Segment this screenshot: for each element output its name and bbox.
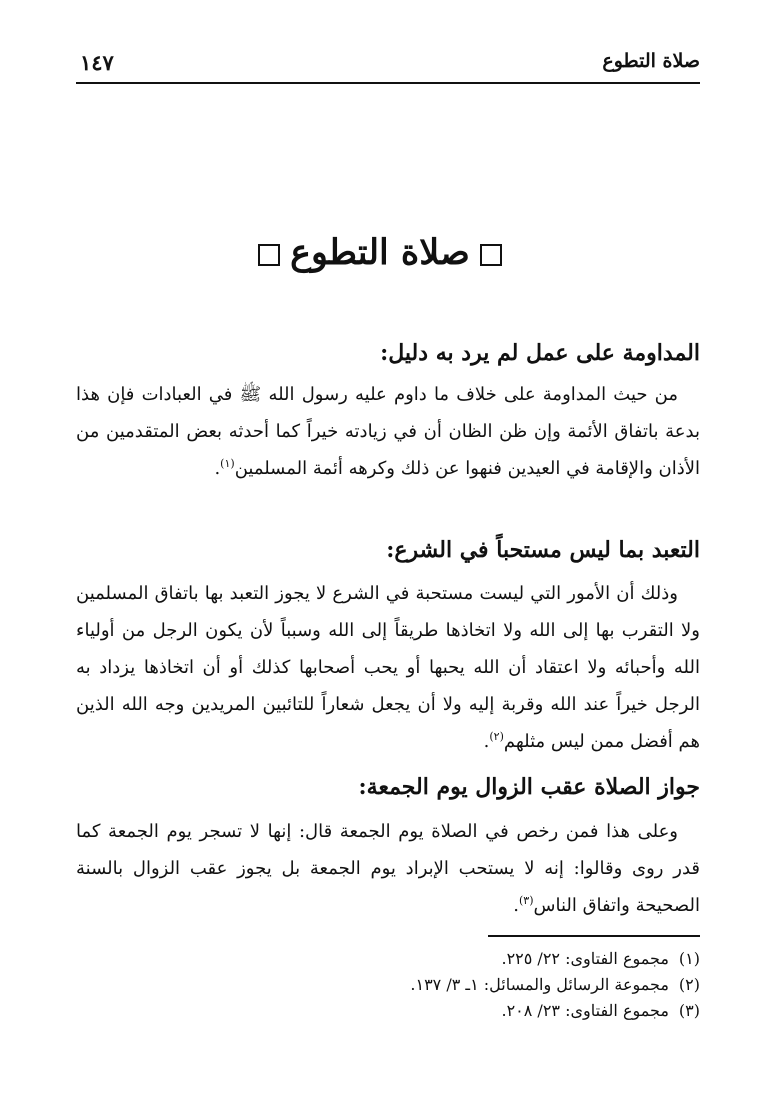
- footnote-text: مجموعة الرسائل والمسائل: ١ـ ٣/ ١٣٧.: [410, 975, 669, 994]
- chapter-title: [0, 232, 760, 273]
- section-paragraph: [76, 813, 700, 924]
- square-ornament-left: [258, 244, 280, 266]
- page-number: ١٤٧: [80, 50, 114, 75]
- footnote: [76, 998, 700, 1024]
- square-ornament-right: [480, 244, 502, 266]
- paragraph-end: .: [483, 731, 490, 752]
- footnote: [76, 946, 700, 972]
- section-heading: التعبد بما ليس مستحباً في الشرع:: [386, 537, 700, 563]
- footnotes: [76, 946, 700, 1024]
- footnote-rule: [488, 935, 700, 937]
- paragraph-end: .: [513, 895, 519, 916]
- section-paragraph: [76, 575, 700, 760]
- section-paragraph: [76, 376, 700, 487]
- footnote-ref: (٣): [518, 894, 534, 907]
- footnote-ref: (١): [220, 457, 235, 470]
- paragraph-text: وذلك أن الأمور التي ليست مستحبة في الشرع لا يجوز التعبد بها باتفاق المسلمين ولا التقرب بها إلى الله ولا اتخاذها طريقاً إلى الله وسبباً لأن يكون الرجل من أولياء الله وأحبائه ولا اعتقاد أن الله يحبها أو يحب أصحابها كذلك أو أن اتخاذها يزداد به الرجل خيراً عند الله وقربة إليه ولا أن يجعل شعاراً للتائبين المريدين وجه الله الذين هم أفضل ممن ليس مثلهم: [76, 583, 700, 752]
- footnote-text: مجموع الفتاوى: ٢٣/ ٢٠٨.: [501, 1001, 669, 1020]
- footnote: [76, 972, 700, 998]
- paragraph-text: من حيث المداومة على خلاف ما داوم عليه رسول الله ﷺ في العبادات فإن هذا بدعة باتفاق الأئمة وإن ظن الظان أن في زيادته خيراً كما أحدثه بعض المتقدمين من الأذان والإقامة في العيدين فنهوا عن ذلك وكرهه أئمة المسلمين: [76, 384, 700, 479]
- footnote-number: (١): [678, 949, 700, 968]
- footnote-text: مجموع الفتاوى: ٢٢/ ٢٢٥.: [501, 949, 669, 968]
- running-header: [76, 50, 700, 78]
- footnote-ref: (٢): [489, 730, 504, 743]
- footnote-number: (٢): [678, 975, 700, 994]
- footnote-number: (٣): [678, 1001, 700, 1020]
- section-heading: المداومة على عمل لم يرد به دليل:: [380, 340, 700, 366]
- paragraph-text: وعلى هذا فمن رخص في الصلاة يوم الجمعة قال: إنها لا تسجر يوم الجمعة كما قدر روى وقالوا: إنه لا يستحب الإبراد يوم الجمعة بل يجوز عقب الزوال بالسنة الصحيحة واتفاق الناس: [76, 821, 700, 916]
- paragraph-end: .: [214, 458, 221, 479]
- section-heading: جواز الصلاة عقب الزوال يوم الجمعة:: [358, 774, 700, 800]
- chapter-title-text: صلاة التطوع: [290, 232, 470, 273]
- header-rule: [76, 82, 700, 84]
- running-title: صلاة التطوع: [602, 50, 700, 72]
